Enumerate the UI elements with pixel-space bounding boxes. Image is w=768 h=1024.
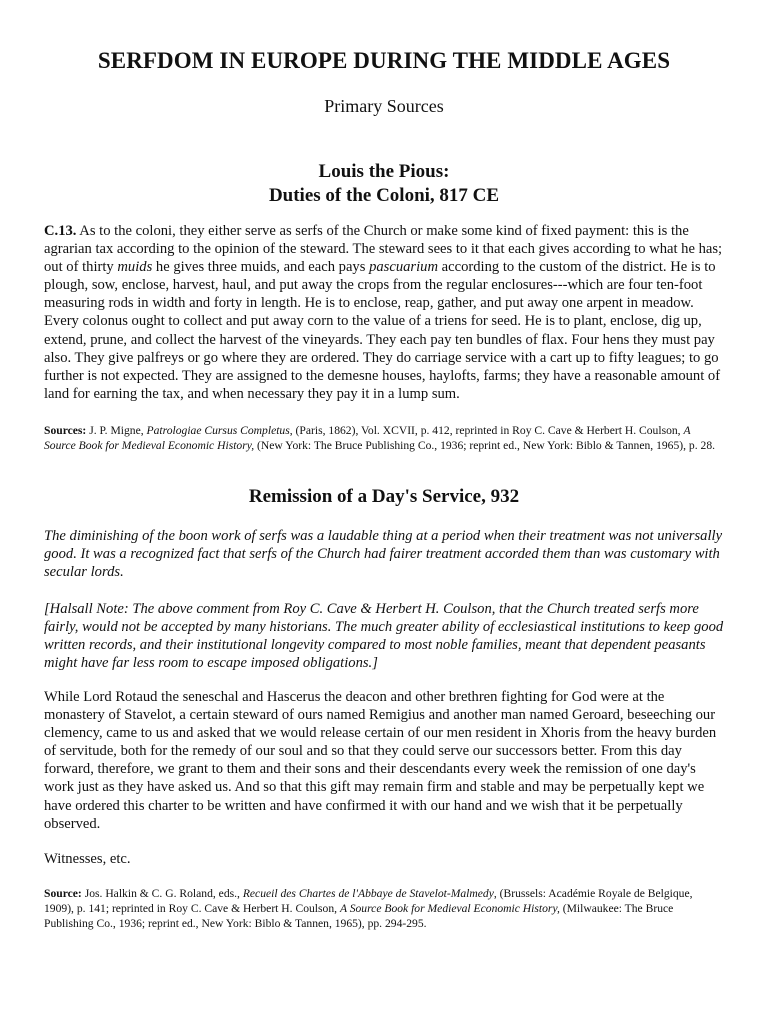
chapter-number: C.13. [44, 223, 77, 239]
body-text: according to the custom of the district. He is to plough, sow, enclose, harvest, haul, and put away the crops from the regular enclosures---which are four ten-foot measuring rods in width and forty in length. He is to enclose, reap, gather, and put away one arpent in meadow. Every colonus ought to collect and put away corn to the value of a triens for seed. He is to plant, enclose, dig up, extend, prune, and collect the harvest of the vineyards. They each pay ten bundles of flax. Four hens they must pay also. They give palfreys or go where they are ordered. They do carriage service with a cart up to fifty leagues; to go further is not expected. They are assigned to the demesne houses, haylofts, farms; they have a reasonable amount of land for earning the tax, and when necessary they pay it in a lump sum. [44, 259, 721, 402]
section1-title-line2: Duties of the Coloni, 817 CE [268, 185, 500, 206]
sources-label: Sources: [44, 424, 87, 437]
sources-book-title: A Source Book for Medieval Economic History, [44, 424, 691, 452]
body-italic-term: muids [117, 259, 153, 276]
sources-text: (New York: The Bruce Publishing Co., 1936; reprint ed., New York: Biblo & Tannen, 1965), p. 28. [254, 439, 716, 452]
body-italic-term: pascuarium [369, 259, 438, 276]
document-title: SERFDOM IN EUROPE DURING THE MIDDLE AGES [97, 48, 671, 73]
body-text: he gives three muids, and each pays [152, 259, 370, 276]
section2-title: Remission of a Day's Service, 932 [248, 486, 520, 507]
body-text: As to the coloni, they either serve as serfs of the Church or make some kind of fixed payment: this is the agrarian tax according to the opinion of the steward. The steward sees to it that each gives according to what he has; out of thirty [44, 223, 723, 276]
section2-body: While Lord Rotaud the seneschal and Hascerus the deacon and other brethren fighting for God were at the monastery of Stavelot, a certain steward of ours named Remigius and another man named Geroard, beseeching our clemency, came to us and asked that we would release certain of our men resident in Xhoris from the heavy burden of servitude, both for the remedy of our soul and so that they could serve our successors better. From this day forward, therefore, we grant to them and their sons and their descendants every week the remission of one day's work just as they have asked us. And so that this gift may remain firm and stable and may be perpetually kept we have ordered this charter to be written and have confirmed it with our hand and we wish that it be perpetually observed. [44, 689, 717, 832]
sources-text: J. P. Migne, [86, 424, 147, 437]
source-text: , (Brussels: Académie Royale de Belgique, 1909), p. 141; reprinted in Roy C. Cave & Herbert H. Coulson, [44, 887, 693, 915]
section1-heading [0, 160, 768, 208]
halsall-note: [Halsall Note: The above comment from Roy C. Cave & Herbert H. Coulson, that the Church treated serfs more fairly, would not be accepted by many historians. The much greater ability of ecclesiastical institutions to keep good written records, and their institutional longevity compared to most noble families, meant that dependent peasants might have far less room to escape imposed obligations.] [44, 601, 724, 672]
document-subtitle: Primary Sources [324, 96, 444, 116]
section1-sources [44, 423, 724, 453]
sources-text: , (Paris, 1862), Vol. XCVII, p. 412, reprinted in Roy C. Cave & Herbert H. Coulson, [289, 424, 684, 437]
source-book-title: Recueil des Chartes de l'Abbaye de Stavelot-Malmedy [242, 887, 494, 900]
source-text: (Milwaukee: The Bruce Publishing Co., 1936; reprint ed., New York: Biblo & Tannen, 1965), pp. 294-295. [44, 902, 674, 930]
section2-intro: The diminishing of the boon work of serfs was a laudable thing at a period when their treatment was not universally good. It was a recognized fact that serfs of the Church had fairer treatment accorded them than was customary with secular lords. [44, 528, 723, 581]
section1-title-line1: Louis the Pious: [318, 161, 450, 182]
witnesses-line: Witnesses, etc. [44, 851, 131, 867]
section1-body [44, 222, 724, 403]
section2-source [44, 886, 724, 931]
source-book-title: A Source Book for Medieval Economic History, [339, 902, 560, 915]
section2-heading [0, 485, 768, 509]
source-label: Source: [44, 887, 82, 900]
sources-book-title: Patrologiae Cursus Completus [146, 424, 290, 437]
source-text: Jos. Halkin & C. G. Roland, eds., [81, 887, 243, 900]
